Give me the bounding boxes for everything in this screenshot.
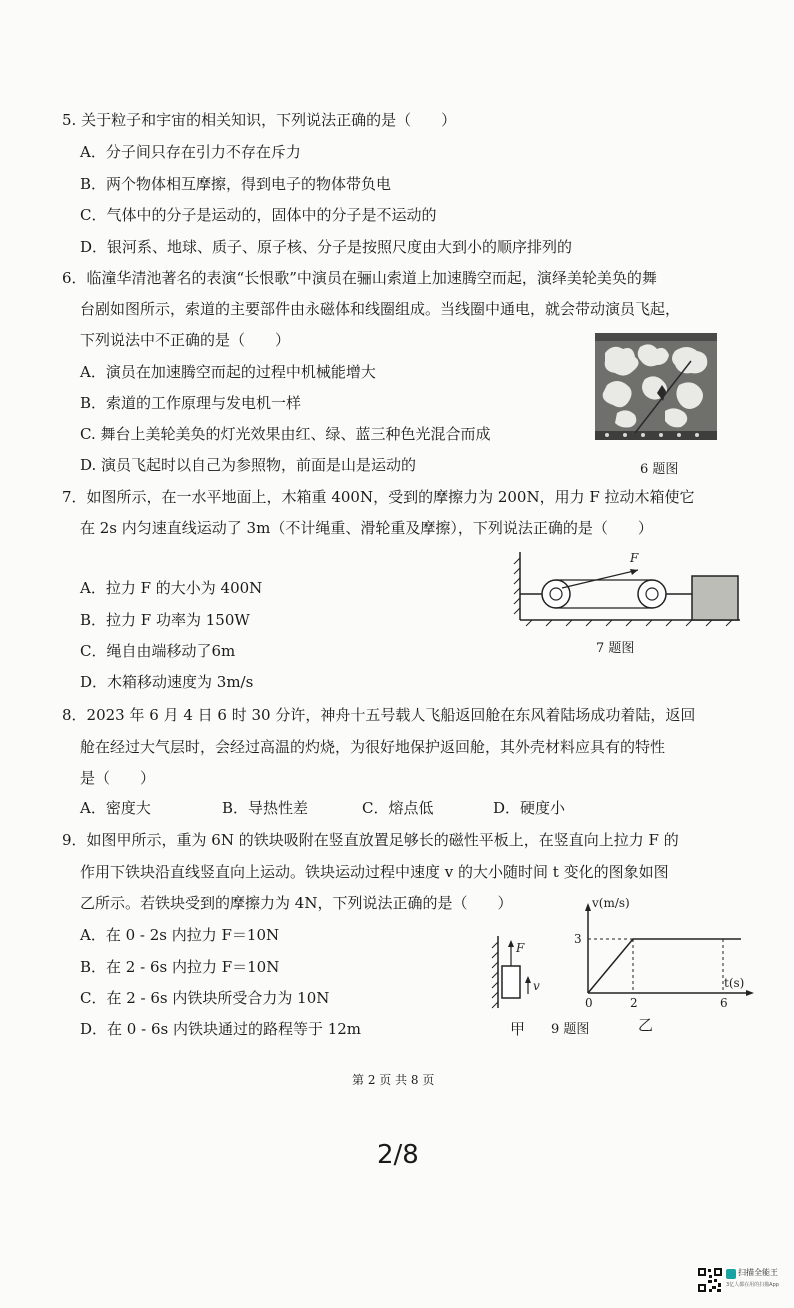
q9-option-d: D．在 0 - 6s 内铁块通过的路程等于 12m (80, 1020, 362, 1038)
q8-stem-line3: 是（ ） (80, 769, 156, 787)
pulley-force-label: F (630, 551, 639, 565)
q9-option-a: A．在 0 - 2s 内拉力 F＝10N (80, 926, 280, 944)
q9-option-c: C．在 2 - 6s 内铁块所受合力为 10N (80, 989, 330, 1007)
figure-yi-label: 乙 (638, 1016, 654, 1034)
q8-option-b: B．导热性差 (222, 799, 309, 817)
stage-photo (595, 333, 717, 440)
q6-figure-caption: 6 题图 (640, 462, 679, 477)
q6-option-c: C. 舞台上美轮美奂的灯光效果由红、绿、蓝三种色光混合而成 (80, 425, 491, 443)
page-counter: 2/8 (377, 1140, 419, 1170)
q7-option-b: B．拉力 F 功率为 150W (80, 611, 250, 629)
q8-stem-line1: 8．2023 年 6 月 4 日 6 时 30 分许，神舟十五号载人飞船返回舱在东风着陆场成功着陆，返回 (62, 706, 696, 724)
q5-option-c: C．气体中的分子是运动的，固体中的分子是不运动的 (80, 206, 437, 224)
scanner-logo-icon (726, 1269, 736, 1279)
graph-y-axis-label: v(m/s) (592, 896, 630, 910)
graph-x-tick-6: 6 (720, 996, 728, 1010)
q6-option-b: B．索道的工作原理与发电机一样 (80, 394, 302, 412)
qr-code-icon (697, 1267, 723, 1293)
q8-stem-line2: 舱在经过大气层时，会经过高温的灼烧，为很好地保护返回舱，其外壳材料应具有的特性 (80, 738, 666, 756)
q5-stem: 5. 关于粒子和宇宙的相关知识，下列说法正确的是（ ） (62, 111, 457, 129)
q7-stem-line2: 在 2s 内匀速直线运动了 3m（不计绳重、滑轮重及摩擦），下列说法正确的是（ ） (80, 519, 653, 537)
q8-option-a: A．密度大 (80, 799, 151, 817)
q7-option-a: A．拉力 F 的大小为 400N (80, 579, 263, 597)
q9-option-b: B．在 2 - 6s 内拉力 F＝10N (80, 958, 280, 976)
scanner-badge (697, 1266, 785, 1294)
pulley-diagram (512, 548, 742, 628)
graph-x-tick-0: 0 (585, 996, 593, 1010)
q7-option-d: D．木箱移动速度为 3m/s (80, 673, 254, 691)
graph-y-tick-3: 3 (574, 932, 582, 946)
q6-stem-line3: 下列说法中不正确的是（ ） (80, 331, 291, 349)
q7-figure-caption: 7 题图 (596, 641, 635, 656)
q6-stem-line2: 台剧如图所示，索道的主要部件由永磁体和线圈组成。当线圈中通电，就会带动演员飞起， (80, 300, 681, 318)
q8-option-c: C．熔点低 (362, 799, 434, 817)
graph-x-axis-label: t(s) (724, 976, 745, 990)
q9-stem-line3: 乙所示。若铁块受到的摩擦力为 4N，下列说法正确的是（ ） (80, 894, 513, 912)
q6-option-d: D. 演员飞起时以自己为参照物，前面是山是运动的 (80, 456, 417, 474)
q5-option-b: B．两个物体相互摩擦，得到电子的物体带负电 (80, 175, 392, 193)
q7-stem-line1: 7．如图所示，在一水平地面上，木箱重 400N，受到的摩擦力为 200N，用力 F 拉动木箱使它 (62, 488, 695, 506)
q7-option-c: C．绳自由端移动了6m (80, 642, 236, 660)
q9-figure-caption: 9 题图 (551, 1022, 590, 1037)
q6-stem-line1: 6．临潼华清池著名的表演“长恨歌”中演员在骊山索道上加速腾空而起，演绎美轮美奂的舞 (62, 269, 657, 287)
iron-block-diagram (488, 932, 548, 1012)
q5-option-a: A．分子间只存在引力不存在斥力 (80, 143, 301, 161)
q9-stem-line1: 9．如图甲所示，重为 6N 的铁块吸附在竖直放置足够长的磁性平板上，在竖直向上拉力 F 的 (62, 831, 679, 849)
q6-option-a: A．演员在加速腾空而起的过程中机械能增大 (80, 363, 376, 381)
figure-jia-label: 甲 (510, 1020, 526, 1038)
page-footer: 第 2 页 共 8 页 (352, 1073, 435, 1087)
scanner-sublabel: 3亿人都在用的扫描App (726, 1282, 779, 1288)
scanner-label: 扫描全能王 (738, 1268, 778, 1277)
graph-x-tick-2: 2 (630, 996, 638, 1010)
block-force-label: F (516, 941, 525, 955)
velocity-series-line (588, 939, 741, 993)
block-velocity-label: v (533, 979, 540, 993)
velocity-time-graph (560, 895, 760, 1015)
q9-stem-line2: 作用下铁块沿直线竖直向上运动。铁块运动过程中速度 v 的大小随时间 t 变化的图象如图 (80, 863, 669, 881)
q5-option-d: D．银河系、地球、质子、原子核、分子是按照尺度由大到小的顺序排列的 (80, 238, 573, 256)
q8-option-d: D．硬度小 (493, 799, 566, 817)
